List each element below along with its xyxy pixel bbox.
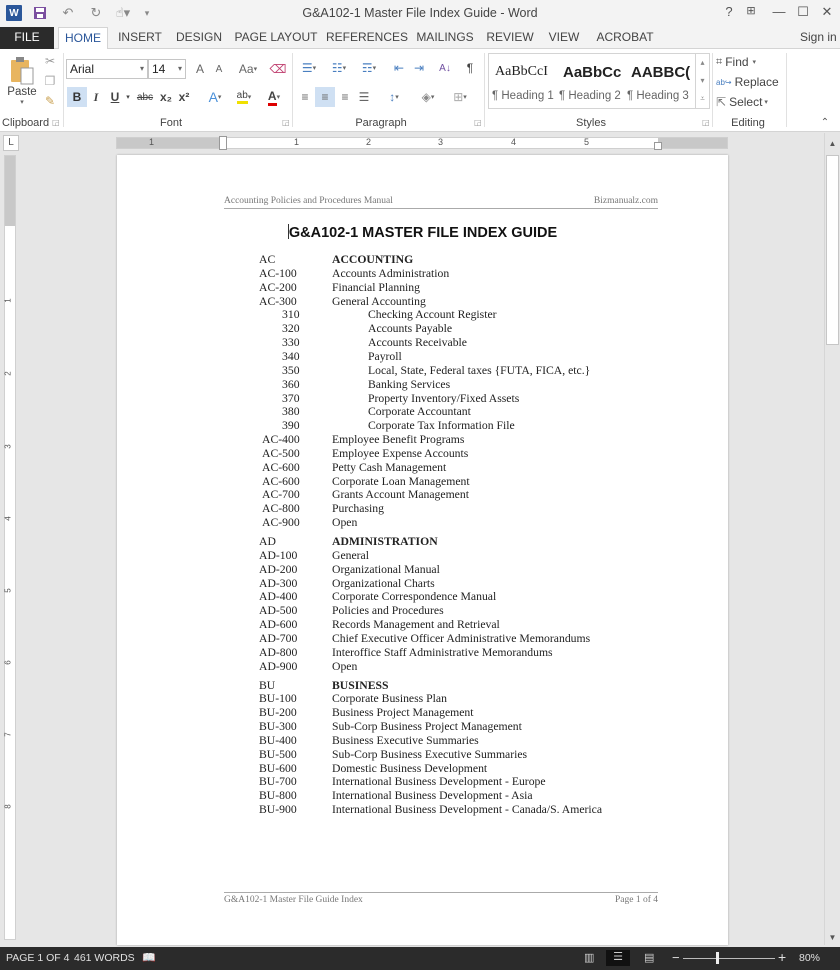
sub-index-row [117,419,728,433]
zoom-in-button[interactable]: + [778,949,787,965]
index-row [117,762,728,776]
ruler-row [0,133,840,153]
highlight-color-button[interactable]: ab ▾ [230,87,258,107]
justify-button[interactable]: ☰ [358,90,370,104]
index-code: 310 [282,308,300,322]
index-row [117,549,728,563]
replace-icon: ab↪ [716,77,732,87]
sub-index-row [117,364,728,378]
index-code: AC-700 [262,488,300,502]
index-description: Grants Account Management [332,488,469,502]
index-code: AD-700 [259,631,298,645]
sign-in-link[interactable]: Sign in [800,30,837,44]
index-row [117,720,728,734]
index-row [117,604,728,618]
paste-icon [9,56,35,86]
section-heading-row [117,679,728,693]
scroll-thumb[interactable] [826,155,839,345]
shrink-font-button[interactable]: A [215,63,223,75]
print-layout-icon[interactable]: ☰ [606,950,630,966]
styles-scroll-up[interactable]: ▴ [695,54,709,72]
bullets-button[interactable]: ☰ ▾ [301,61,317,75]
index-code: 370 [282,391,300,405]
editing-group-label: Editing [731,117,765,129]
index-code: 330 [282,336,300,350]
index-code: AD-400 [259,590,298,604]
index-description: Checking Account Register [368,308,497,322]
index-code: AC-600 [262,474,300,488]
scroll-up-arrow[interactable]: ▲ [828,139,837,148]
decrease-indent-button[interactable]: ⇤ [393,61,405,75]
borders-button[interactable]: ⊞ ▾ [453,90,467,104]
tab-file[interactable]: FILE [0,27,54,49]
sub-index-row [117,350,728,364]
index-description: Interoffice Staff Administrative Memorandums [332,645,553,659]
index-description: Employee Expense Accounts [332,446,469,460]
index-row [117,447,728,461]
index-description: Records Management and Retrieval [332,618,500,632]
index-row [117,775,728,789]
index-description: International Business Development - Europe [332,775,546,789]
find-button[interactable]: ⌗ Find ▾ [716,55,757,69]
index-description: Corporate Tax Information File [368,419,515,433]
underline-button[interactable]: U [110,90,120,104]
index-code: AC-900 [262,516,300,530]
align-right-button[interactable]: ≡ [341,90,349,104]
change-case-button[interactable]: Aa ▾ [238,62,258,76]
header-left: Accounting Policies and Procedures Manual [224,196,393,206]
index-code: BU-700 [259,775,297,789]
index-description: Local, State, Federal taxes {FUTA, FICA, etc.} [368,363,591,377]
index-description: Open [332,516,358,530]
collapse-ribbon-icon[interactable]: ⌃ [820,116,830,128]
index-description: Business Project Management [332,706,474,720]
tab-selector[interactable]: L [3,135,19,151]
index-description: Corporate Loan Management [332,474,470,488]
select-cursor-icon: ⇱ [716,95,727,109]
read-mode-icon[interactable]: ▥ [584,952,595,964]
customize-qat-icon[interactable]: ▾ [144,7,150,18]
index-row [117,646,728,660]
index-code: BU-600 [259,761,297,775]
vertical-scrollbar[interactable] [824,133,840,945]
ribbon [0,49,840,132]
index-description: Corporate Business Plan [332,692,447,706]
index-description: Employee Benefit Programs [332,433,465,447]
index-code: AD-500 [259,604,298,618]
clipboard-group-label: Clipboard [2,117,50,129]
index-description: Property Inventory/Fixed Assets [368,391,520,405]
document-title: G&A102-1 MASTER FILE INDEX GUIDE [288,225,558,241]
subscript-button[interactable]: x₂ [159,90,172,104]
style-heading-1-preview[interactable]: AaBbCcI [495,64,548,79]
index-row [117,789,728,803]
font-name-combo[interactable]: Arial ▾ [66,59,148,79]
web-layout-icon[interactable]: ▤ [644,952,655,964]
tab-view[interactable]: VIEW [548,30,580,44]
vertical-ruler[interactable]: 1 2 3 4 5 6 7 8 [4,155,16,940]
indent-marker[interactable] [219,136,227,150]
bold-button[interactable]: B [67,87,87,107]
index-description: General [332,548,369,562]
index-row [117,692,728,706]
styles-launcher-icon[interactable]: ◲ [702,118,710,127]
align-left-button[interactable]: ≡ [301,90,309,104]
text-effects-button[interactable]: A ▾ [208,89,222,105]
page-count[interactable]: PAGE 1 OF 4 [6,952,70,964]
section-heading-row [117,535,728,549]
section-heading: BUSINESS [332,678,389,692]
clear-formatting-icon[interactable]: ⌫ [269,62,287,76]
zoom-slider-thumb[interactable] [716,952,719,964]
index-row [117,563,728,577]
help-button[interactable]: ? [725,4,733,19]
index-code: AD-800 [259,645,298,659]
index-description: Banking Services [368,377,451,391]
index-description: Payroll [368,349,402,363]
index-code: BU-400 [259,733,297,747]
clipboard-launcher-icon[interactable]: ◲ [52,118,60,127]
index-description: Corporate Accountant [368,405,471,419]
paragraph-group-label: Paragraph [355,117,407,129]
index-description: Business Executive Summaries [332,733,479,747]
increase-indent-button[interactable]: ⇥ [413,61,425,75]
index-description: Sub-Corp Business Project Management [332,720,522,734]
index-code: AC-500 [262,446,300,460]
section-code: AD [259,535,276,548]
status-bar [0,947,840,970]
index-row [117,461,728,475]
index-row [117,488,728,502]
replace-button[interactable]: ab↪ Replace [716,75,779,89]
index-code: 390 [282,419,300,433]
index-code: BU-100 [259,692,297,706]
index-row [117,803,728,817]
line-spacing-button[interactable]: ↕ ▾ [389,90,399,104]
maximize-button[interactable]: ☐ [797,4,809,19]
sub-index-row [117,378,728,392]
index-code: BU-500 [259,747,297,761]
undo-icon[interactable]: ↶ [62,5,74,20]
select-button[interactable]: ⇱ Select ▾ [716,95,768,109]
index-row [117,632,728,646]
index-code: 350 [282,363,300,377]
format-painter-icon[interactable]: ✎ [44,94,56,108]
index-code: 320 [282,322,300,336]
index-row [117,295,728,309]
tab-mailings[interactable]: MAILINGS [416,30,474,44]
index-row [117,748,728,762]
index-code: 380 [282,405,300,419]
section-heading: ADMINISTRATION [332,535,438,548]
document-page[interactable] [117,155,728,945]
index-row [117,516,728,530]
cut-icon[interactable]: ✂ [44,54,56,68]
font-size-combo[interactable]: 14 ▾ [148,59,186,79]
index-description: International Business Development - Asia [332,789,533,803]
index-code: 340 [282,349,300,363]
index-code: AD-100 [259,548,298,562]
index-row [117,502,728,516]
section-heading-row: AC ACCOUNTING [259,253,414,266]
paste-label: Paste [7,86,37,98]
index-code: AC-600 [262,460,300,474]
index-description: Corporate Correspondence Manual [332,590,497,604]
right-indent-marker[interactable] [654,142,662,150]
footer-left: G&A102-1 Master File Guide Index [224,895,363,905]
index-row [117,734,728,748]
index-code: BU-300 [259,720,297,734]
word-app-icon[interactable]: W [6,5,22,21]
index-code: AC-400 [262,433,300,447]
show-formatting-button[interactable]: ¶ [466,61,474,75]
index-code: AD-900 [259,659,298,673]
index-code: AD-200 [259,562,298,576]
proofing-icon[interactable]: 📖 [142,952,156,964]
index-row [117,618,728,632]
styles-scroll-down[interactable]: ▾ [695,72,709,90]
index-description: Sub-Corp Business Executive Summaries [332,747,528,761]
index-description: General Accounting [332,294,426,308]
sub-index-row [117,392,728,406]
sub-index-row [117,322,728,336]
numbering-button[interactable]: ☷ ▾ [331,61,347,75]
header-right: Bizmanualz.com [593,196,658,206]
index-description: Accounts Receivable [368,336,467,350]
touch-mode-icon[interactable]: ☝▾ [115,5,131,20]
tab-insert[interactable]: INSERT [118,30,162,44]
tab-home[interactable]: HOME [58,27,108,50]
style-heading-3-label[interactable]: ¶ Heading 3 [627,90,689,102]
tab-design[interactable]: DESIGN [175,30,222,44]
index-description: Financial Planning [332,280,420,294]
styles-gallery [488,53,710,109]
index-description: Chief Executive Officer Administrative Memorandums [332,631,591,645]
index-description: Policies and Procedures [332,604,444,618]
redo-icon[interactable]: ↻ [90,5,102,20]
index-description: Petty Cash Management [332,460,447,474]
sub-index-row [117,308,728,322]
sub-index-row [117,336,728,350]
index-description: Organizational Charts [332,576,435,590]
horizontal-ruler[interactable]: 1 1 2 3 4 5 [116,137,728,149]
index-row [117,267,728,281]
tab-acrobat[interactable]: ACROBAT [596,30,654,44]
index-description: International Business Development - Canada/S. America [332,803,603,817]
index-row [117,577,728,591]
italic-button[interactable]: I [93,89,99,104]
index-description: Purchasing [332,502,384,516]
multilevel-list-button[interactable]: ☶ ▾ [361,61,377,75]
tab-page-layout[interactable]: PAGE LAYOUT [234,30,318,44]
style-heading-3-preview[interactable]: AABBC( [631,64,691,81]
paragraph-launcher-icon[interactable]: ◲ [474,118,482,127]
index-code: AD-300 [259,576,298,590]
grow-font-button[interactable]: A [195,62,204,76]
index-row [117,475,728,489]
index-code: AC-300 [259,294,297,308]
sort-button[interactable]: A↓ [439,62,451,74]
index-row [117,433,728,447]
align-center-button[interactable]: ≡ [315,87,335,107]
index-description: Domestic Business Development [332,761,488,775]
strikethrough-button[interactable]: abc [136,91,154,103]
index-description: Organizational Manual [332,562,440,576]
index-code: BU-200 [259,706,297,720]
style-heading-1-label[interactable]: ¶ Heading 1 [492,90,554,102]
styles-group-label: Styles [576,117,606,129]
style-heading-2-preview[interactable]: AaBbCc [563,64,622,81]
font-color-button[interactable]: A ▾ [260,87,288,107]
word-count[interactable]: 461 WORDS [74,952,135,964]
scroll-down-arrow[interactable]: ▼ [828,933,837,942]
window-title: G&A102-1 Master File Index Guide - Word [302,6,538,20]
footer-right: Page 1 of 4 [614,895,658,905]
index-row [117,590,728,604]
underline-dropdown-icon[interactable]: ▾ [126,94,130,101]
shading-button[interactable]: ◈ ▾ [421,90,435,104]
index-code: AC-200 [259,280,297,294]
index-row [117,281,728,295]
index-code: AD-600 [259,618,298,632]
index-row [117,706,728,720]
index-code: AC-100 [259,266,297,280]
paste-button[interactable]: Paste ▾ [6,53,38,109]
minimize-button[interactable]: — [772,4,786,19]
index-code: 360 [282,377,300,391]
zoom-slider[interactable] [683,958,775,959]
ribbon-tabs [0,27,840,49]
sub-index-row [117,405,728,419]
index-code: BU-800 [259,789,297,803]
style-heading-2-label[interactable]: ¶ Heading 2 [559,90,621,102]
font-group-label: Font [159,117,182,129]
index-description: Accounts Payable [368,322,453,336]
binoculars-icon: ⌗ [716,55,723,68]
title-bar [0,0,840,27]
index-code: BU-900 [259,803,297,817]
superscript-button[interactable]: x² [178,90,190,104]
index-code: AC-800 [262,502,300,516]
font-launcher-icon[interactable]: ◲ [282,118,290,127]
close-button[interactable]: ✕ [821,4,833,19]
section-code: BU [259,678,276,692]
tab-references[interactable]: REFERENCES [326,30,409,44]
ribbon-display-options-button[interactable]: ⊞ [746,5,756,17]
copy-icon[interactable]: ❐ [44,74,56,88]
tab-review[interactable]: REVIEW [486,30,534,44]
index-description: Open [332,659,358,673]
index-description: Accounts Administration [332,266,450,280]
styles-more[interactable]: ⩡ [695,90,709,108]
index-row [117,660,728,674]
zoom-out-button[interactable]: − [672,950,680,965]
zoom-level[interactable]: 80% [799,952,821,964]
